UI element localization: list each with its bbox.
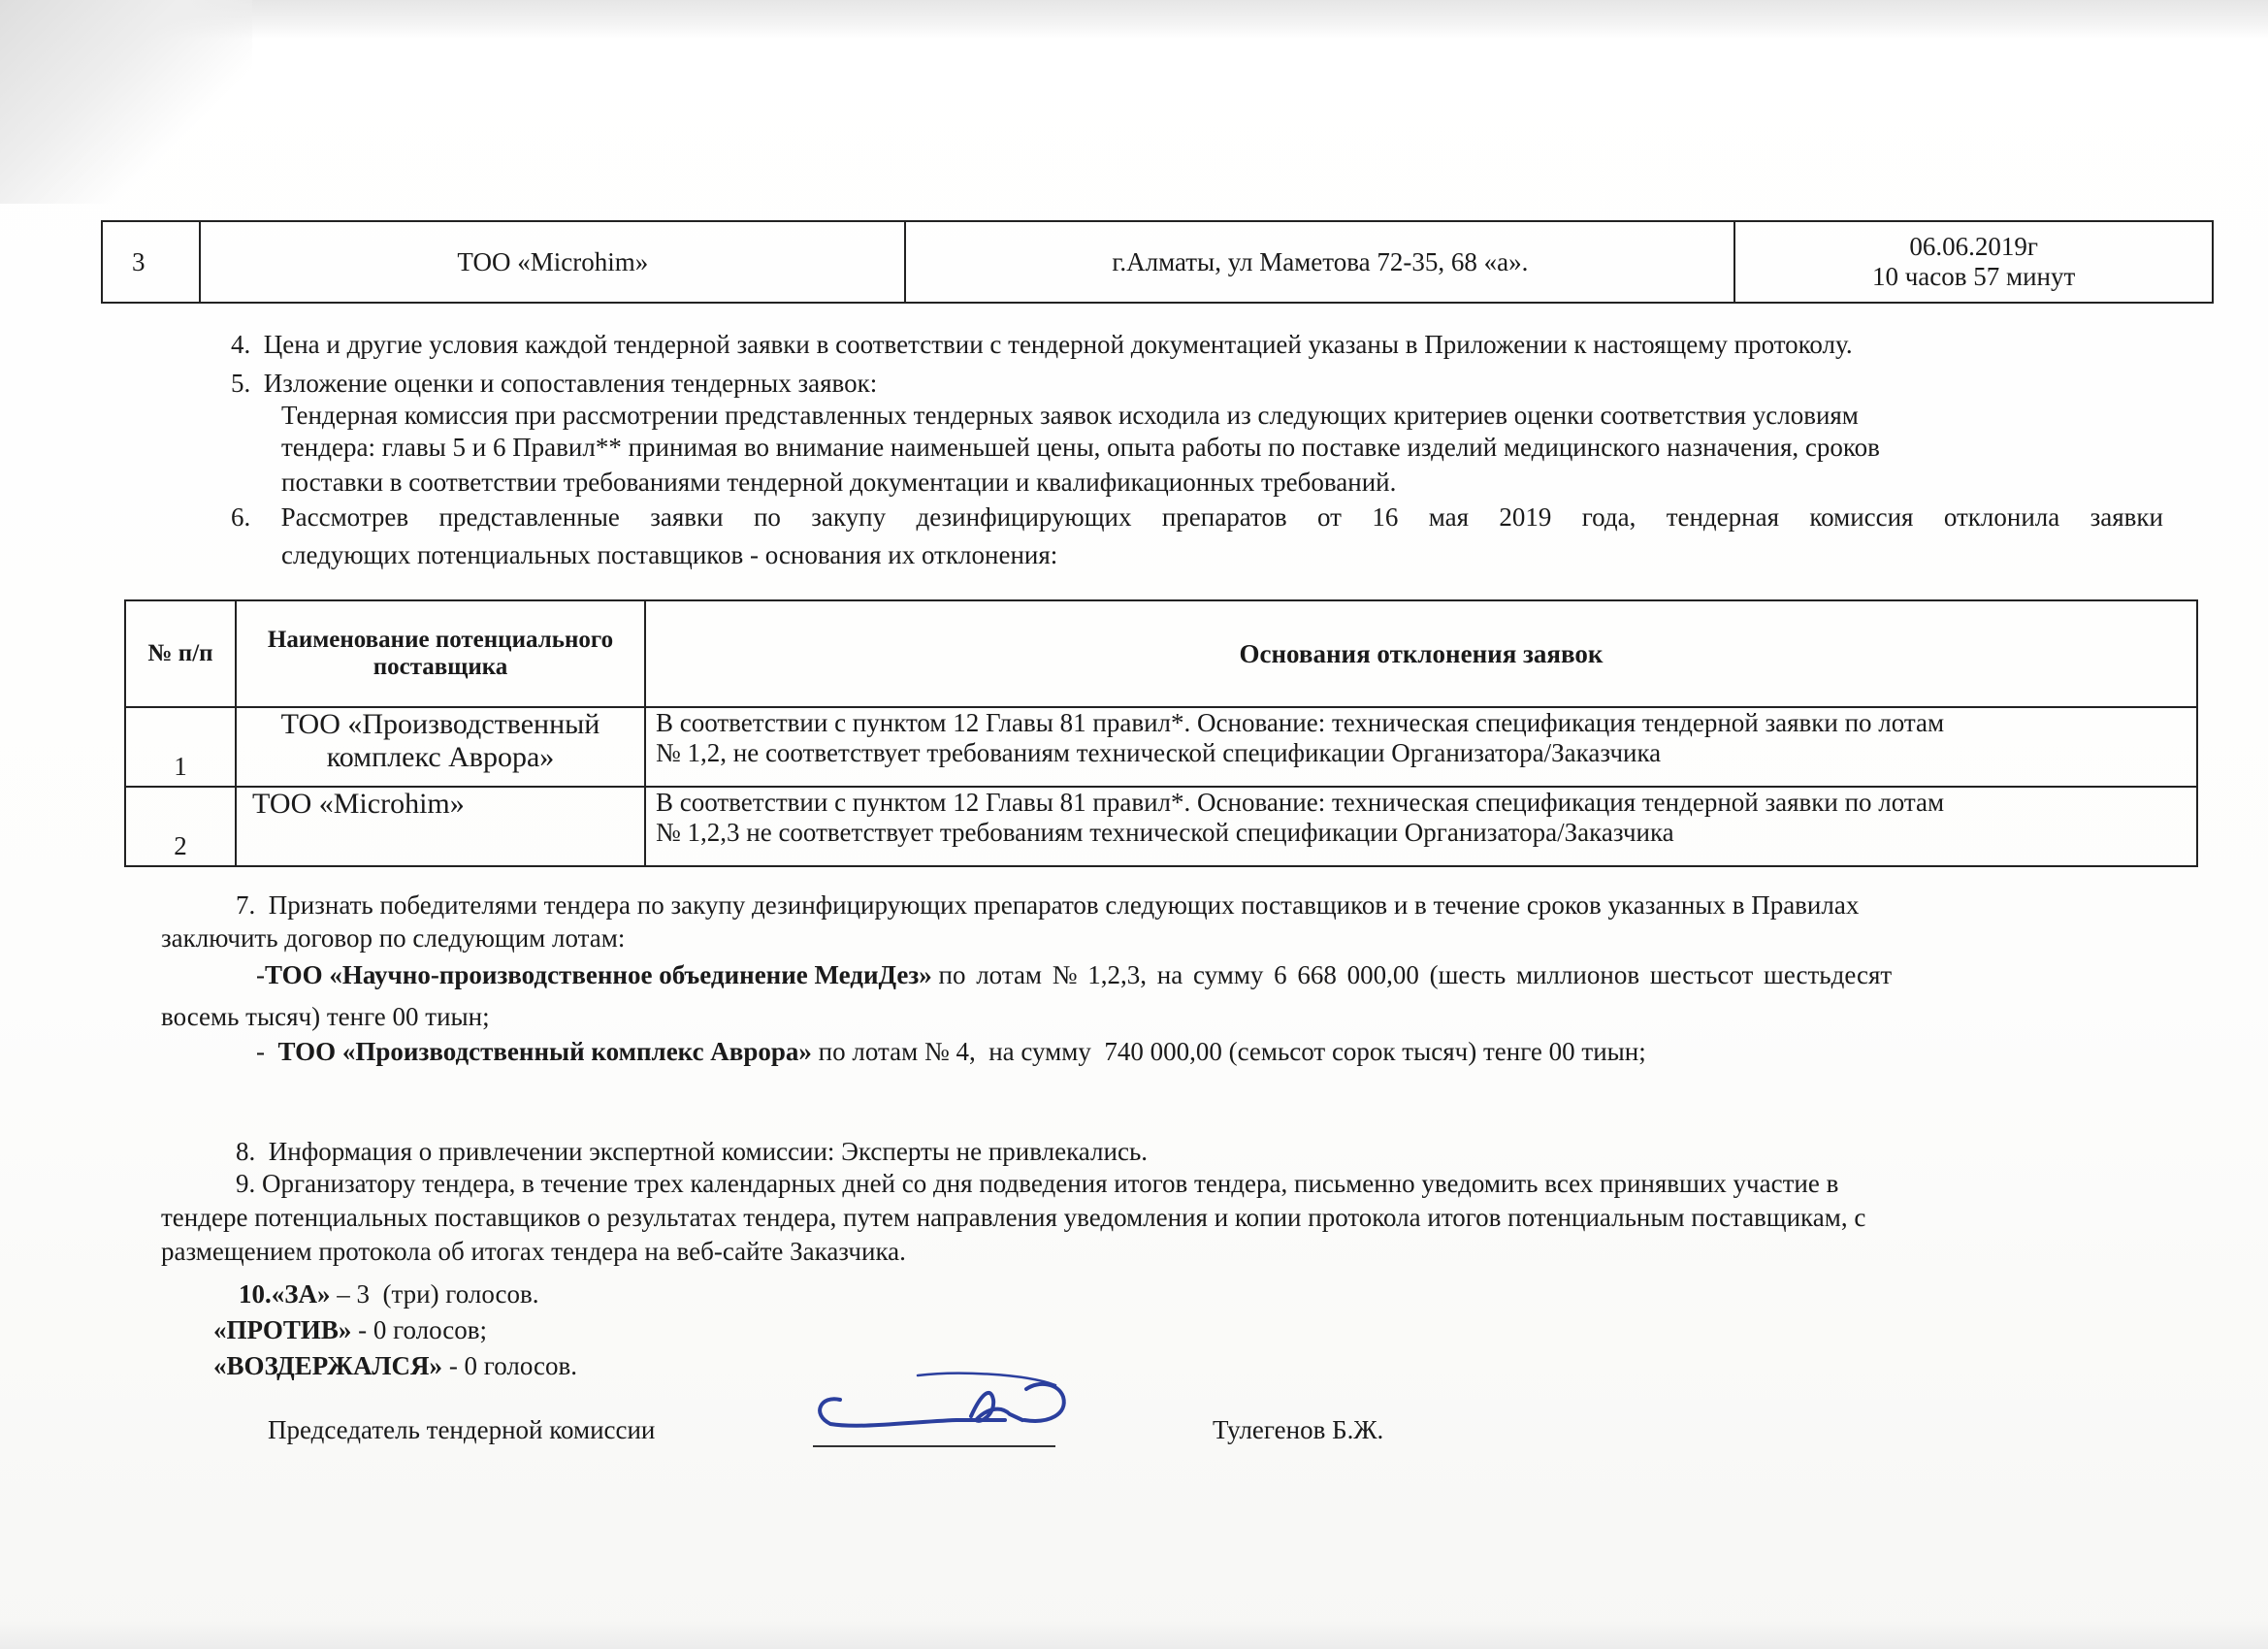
item-6-word: заявки — [2090, 502, 2163, 532]
submission-datetime — [1734, 221, 2213, 303]
item-6-word: тендерная — [1666, 502, 1780, 532]
supplier-address: г.Алматы, ул Маметова 72-35, 68 «а». — [905, 221, 1734, 303]
winner-1-line-2: восемь тысяч) тенге 00 тиын; — [161, 1002, 490, 1031]
table-row — [102, 221, 2213, 303]
item-8 — [236, 1137, 1148, 1167]
scan-shadow-top — [0, 0, 2268, 39]
vote-abstain — [213, 1351, 577, 1381]
item-6-word: препаратов — [1161, 502, 1287, 532]
row-number: 1 — [125, 707, 236, 787]
reason-line: № 1,2,3 не соответствует требованиям технической спецификации Организатора/Заказчика — [656, 818, 1674, 847]
item-4 — [231, 330, 1853, 360]
rejection-reason — [645, 787, 2197, 866]
item-6-word: от — [1317, 502, 1342, 532]
winner-1-line-1 — [256, 960, 2167, 990]
winner-2-line — [256, 1037, 1646, 1067]
item-9-line-2: тендере потенциальных поставщиков о результатах тендера, путем направления уведомления и копии протокола итогов потенциальным поставщикам, с — [161, 1203, 1866, 1232]
vote-abstain-label: «ВОЗДЕРЖАЛСЯ» — [213, 1351, 443, 1380]
item-text: Изложение оценки и сопоставления тендерных заявок: — [263, 369, 878, 398]
header-supplier: Наименование потенциального поставщика — [236, 600, 645, 707]
item-6-word: 2019 — [1499, 502, 1552, 532]
item-5-title — [231, 369, 877, 399]
item-number: 8. — [236, 1137, 256, 1166]
item-6-line-1 — [231, 502, 2163, 533]
item-6-word: 16 — [1372, 502, 1399, 532]
item-6-line-2: следующих потенциальных поставщиков - основания их отклонения: — [281, 540, 1058, 569]
scan-shadow-corner — [0, 0, 252, 204]
vote-against — [213, 1315, 487, 1345]
item-number: 9 — [236, 1169, 249, 1198]
vote-for — [239, 1279, 539, 1310]
rejection-reason — [645, 707, 2197, 787]
item-6-word: комиссия — [1809, 502, 1914, 532]
winner-2-name: ТОО «Производственный комплекс Аврора» — [277, 1037, 812, 1066]
item-7-line-1 — [236, 890, 1859, 921]
row-number: 3 — [102, 221, 200, 303]
item-6-word: закупу — [811, 502, 887, 532]
reason-line: В соответствии с пунктом 12 Главы 81 правил*. Основание: техническая спецификация тендерной заявки по лотам — [656, 708, 1945, 737]
item-7-line-2: заключить договор по следующим лотам: — [161, 923, 626, 953]
item-9-line-3: размещением протокола об итогах тендера на веб-сайте Заказчика. — [161, 1237, 906, 1266]
row-number: 2 — [125, 787, 236, 866]
item-6-word: заявки — [650, 502, 724, 532]
winner-2-terms: по лотам № 4, на сумму 740 000,00 (семьсот сорок тысяч) тенге 00 тиын; — [811, 1037, 1646, 1066]
handwritten-signature — [801, 1356, 1092, 1453]
item-number: 7. — [236, 890, 256, 920]
reason-line: В соответствии с пунктом 12 Главы 81 правил*. Основание: техническая спецификация тендерной заявки по лотам — [656, 788, 1945, 817]
item-6-word: отклонила — [1943, 502, 2060, 532]
rejection-table — [124, 599, 2198, 867]
vote-against-value: - 0 голосов; — [351, 1315, 488, 1344]
reason-line: № 1,2, не соответствует требованиям технической спецификации Организатора/Заказчика — [656, 738, 1662, 767]
supplier-name: ТОО «Производственный комплекс Аврора» — [236, 707, 645, 787]
item-6-word: мая — [1428, 502, 1470, 532]
item-5-line-1: Тендерная комиссия при рассмотрении представленных тендерных заявок исходила из следующих критериев оценки соответствия условиям — [281, 401, 1859, 430]
winner-1-terms: по лотам № 1,2,3, на сумму 6 668 000,00 (шесть миллионов шестьсот шестьдесят — [938, 960, 1893, 989]
list-dash: - — [256, 1037, 278, 1066]
header-reason: Основания отклонения заявок — [645, 600, 2197, 707]
signatory-role: Председатель тендерной комиссии — [268, 1415, 656, 1444]
supplier-name: ТОО «Microhim» — [200, 221, 905, 303]
item-text: Признать победителями тендера по закупу дезинфицирующих препаратов следующих поставщиков и в течение сроков указанных в Правилах — [268, 890, 1860, 920]
item-text: Информация о привлечении экспертной комиссии: Эксперты не привлекались. — [268, 1137, 1149, 1166]
table-row — [125, 787, 2197, 866]
item-text: . Организатору тендера, в течение трех календарных дней со дня подведения итогов тендера, письменно уведомить всех принявших участие в — [248, 1169, 1839, 1198]
item-5-line-2: тендера: главы 5 и 6 Правил** принимая во внимание наименьшей цены, опыта работы по поставке изделий медицинского назначения, сроков — [281, 433, 1880, 462]
item-6-word: по — [753, 502, 781, 532]
signatory-name: Тулегенов Б.Ж. — [1213, 1415, 1384, 1444]
signature-line — [813, 1445, 1055, 1447]
item-5-line-3: поставки в соответствии требованиями тендерной документации и квалификационных требований. — [281, 468, 1397, 497]
winner-1-name: ТОО «Научно-производственное объединение МедиДез» — [265, 960, 932, 989]
vote-for-label: 10.«ЗА» — [239, 1279, 331, 1309]
item-text: Цена и другие условия каждой тендерной заявки в соответствии с тендерной документацией указаны в Приложении к настоящему протоколу. — [263, 330, 1853, 359]
item-9-line-1 — [236, 1169, 1838, 1199]
item-6-word: Рассмотрев — [280, 502, 409, 532]
vote-abstain-value: - 0 голосов. — [442, 1351, 577, 1380]
item-number: 4. — [231, 330, 251, 359]
table-row — [125, 707, 2197, 787]
header-number: № п/п — [125, 600, 236, 707]
submission-time: 10 часов 57 минут — [1871, 262, 2076, 291]
item-number: 5. — [231, 369, 251, 398]
list-dash: - — [256, 960, 265, 989]
vote-for-value: – 3 (три) голосов. — [330, 1279, 539, 1309]
vote-against-label: «ПРОТИВ» — [213, 1315, 352, 1344]
submission-date: 06.06.2019г — [1909, 232, 2038, 261]
item-6-word: дезинфицирующих — [916, 502, 1132, 532]
item-number: 6. — [231, 502, 251, 532]
supplier-name: ТОО «Microhim» — [236, 787, 645, 866]
table-header-row — [125, 600, 2197, 707]
scan-shadow-bottom — [0, 1620, 2268, 1649]
suppliers-table-continuation — [101, 220, 2214, 304]
item-6-word: года, — [1581, 502, 1636, 532]
item-6-word: представленные — [438, 502, 620, 532]
